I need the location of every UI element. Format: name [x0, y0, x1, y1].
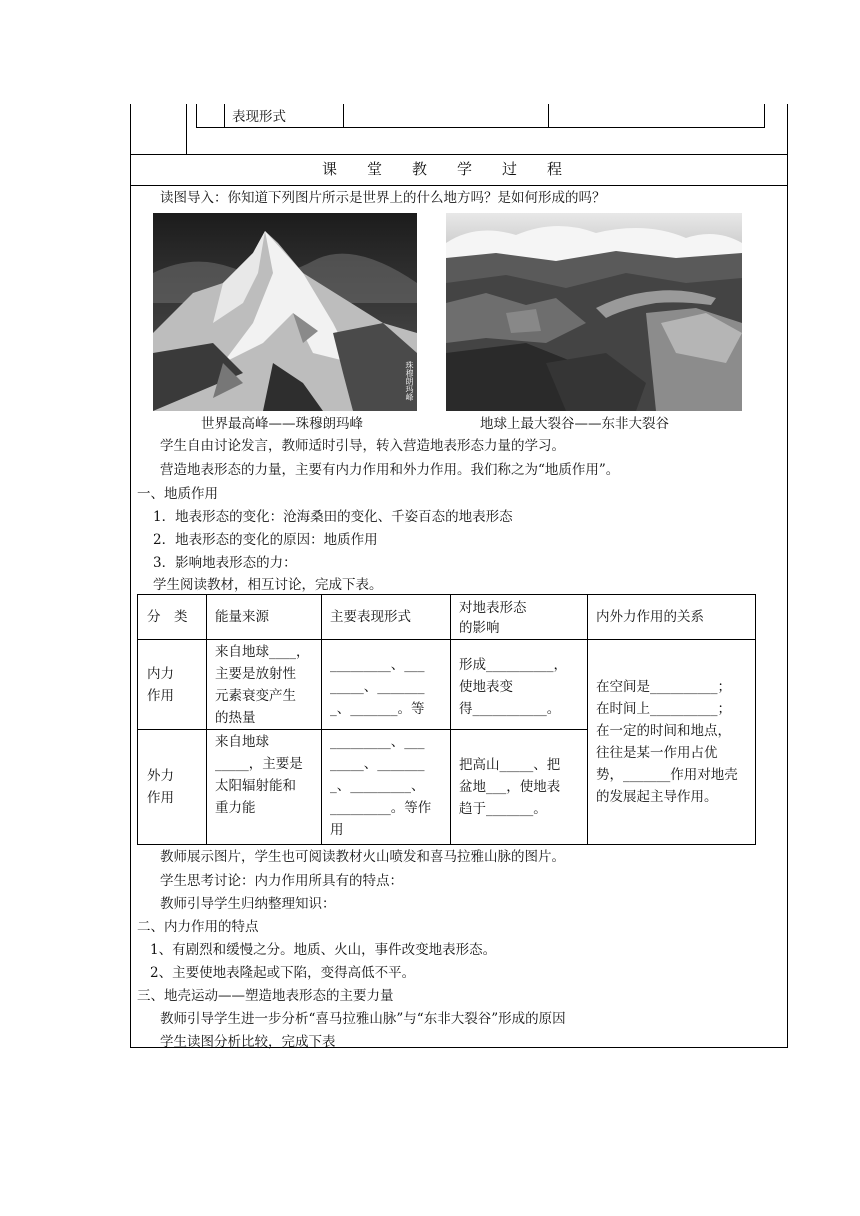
- outer-effect: 把高山_____、把 盆地___，使地表 趋于_______。: [459, 757, 561, 817]
- outer-category: 外力 作用: [147, 768, 174, 806]
- header-divider: [130, 185, 788, 186]
- relation-cell: 在空间是__________； 在时间上__________； 在一定的时间和地点， 往往是某一作用占优 势，_______作用对地壳 的发展起主导作用。: [596, 679, 738, 805]
- feature-item-1: 1、有剧烈和缓慢之分。地质、火山，事件改变地表形态。: [150, 942, 497, 958]
- section-header: 课堂教学过程: [322, 160, 593, 178]
- list-item-1: 1．地表形态的变化：沧海桑田的变化、千姿百态的地表形态: [153, 509, 513, 525]
- inner-effect: 形成__________， 使地表变 得___________。: [459, 657, 567, 717]
- inner-forms: _________、___ _____、_______ _、_______。等: [330, 657, 425, 717]
- paragraph-complete-table: 学生读图分析比较，完成下表: [160, 1034, 336, 1050]
- paragraph-table-intro: 学生阅读教材，相互讨论，完成下表。: [153, 577, 383, 593]
- heading-geologic-process: 一、地质作用: [137, 486, 218, 502]
- rift-photo: [446, 213, 742, 411]
- paragraph-discussion: 学生自由讨论发言，教师适时引导，转入营造地表形态力量的学习。: [160, 438, 565, 454]
- top-table-row-label: 表现形式: [232, 109, 286, 125]
- everest-caption: 世界最高峰——珠穆朗玛峰: [201, 416, 363, 432]
- feature-item-2: 2、主要使地表隆起或下陷，变得高低不平。: [150, 965, 416, 981]
- header-category: 分 类: [147, 609, 188, 625]
- paragraph-student-think: 学生思考讨论：内力作用所具有的特点：: [160, 873, 403, 889]
- list-item-3: 3．影响地表形态的力：: [153, 555, 297, 571]
- list-item-2: 2．地表形态的变化的原因：地质作用: [153, 532, 378, 548]
- frame-top-divider: [130, 154, 788, 155]
- header-effect: 对地表形态 的影响: [459, 600, 527, 636]
- paragraph-analysis: 教师引导学生进一步分析“喜马拉雅山脉”与“东非大裂谷”形成的原因: [160, 1011, 566, 1027]
- outer-energy: 来自地球 _____，主要是 太阳辐射能和 重力能: [215, 734, 303, 816]
- header-relation: 内外力作用的关系: [596, 609, 704, 625]
- everest-image: [153, 213, 417, 411]
- header-forms: 主要表现形式: [330, 609, 411, 625]
- rift-caption: 地球上最大裂谷——东非大裂谷: [480, 416, 669, 432]
- paragraph-teacher-show: 教师展示图片，学生也可阅读教材火山喷发和喜马拉雅山脉的图片。: [160, 849, 565, 865]
- outer-forms: _________、___ _____、_______ _、_________、 _________。等作 用: [330, 734, 432, 838]
- rift-image: [446, 213, 742, 411]
- frame-left: [130, 104, 131, 1048]
- heading-inner-features: 二、内力作用的特点: [137, 919, 259, 935]
- frame-right: [787, 104, 788, 1048]
- everest-watermark: 珠穆朗玛峰: [405, 361, 414, 401]
- header-energy: 能量来源: [215, 609, 269, 625]
- inner-energy: 来自地球____， 主要是放射性 元素衰变产生 的热量: [215, 644, 310, 726]
- everest-photo: [153, 213, 417, 411]
- intro-text: 读图导入：你知道下列图片所示是世界上的什么地方吗？是如何形成的吗？: [160, 190, 606, 206]
- inner-category: 内力 作用: [147, 666, 174, 704]
- paragraph-teacher-guide: 教师引导学生归纳整理知识：: [160, 896, 336, 912]
- heading-crustal-movement: 三、地壳运动——塑造地表形态的主要力量: [137, 988, 394, 1004]
- paragraph-forces: 营造地表形态的力量，主要有内力作用和外力作用。我们称之为“地质作用”。: [160, 462, 620, 478]
